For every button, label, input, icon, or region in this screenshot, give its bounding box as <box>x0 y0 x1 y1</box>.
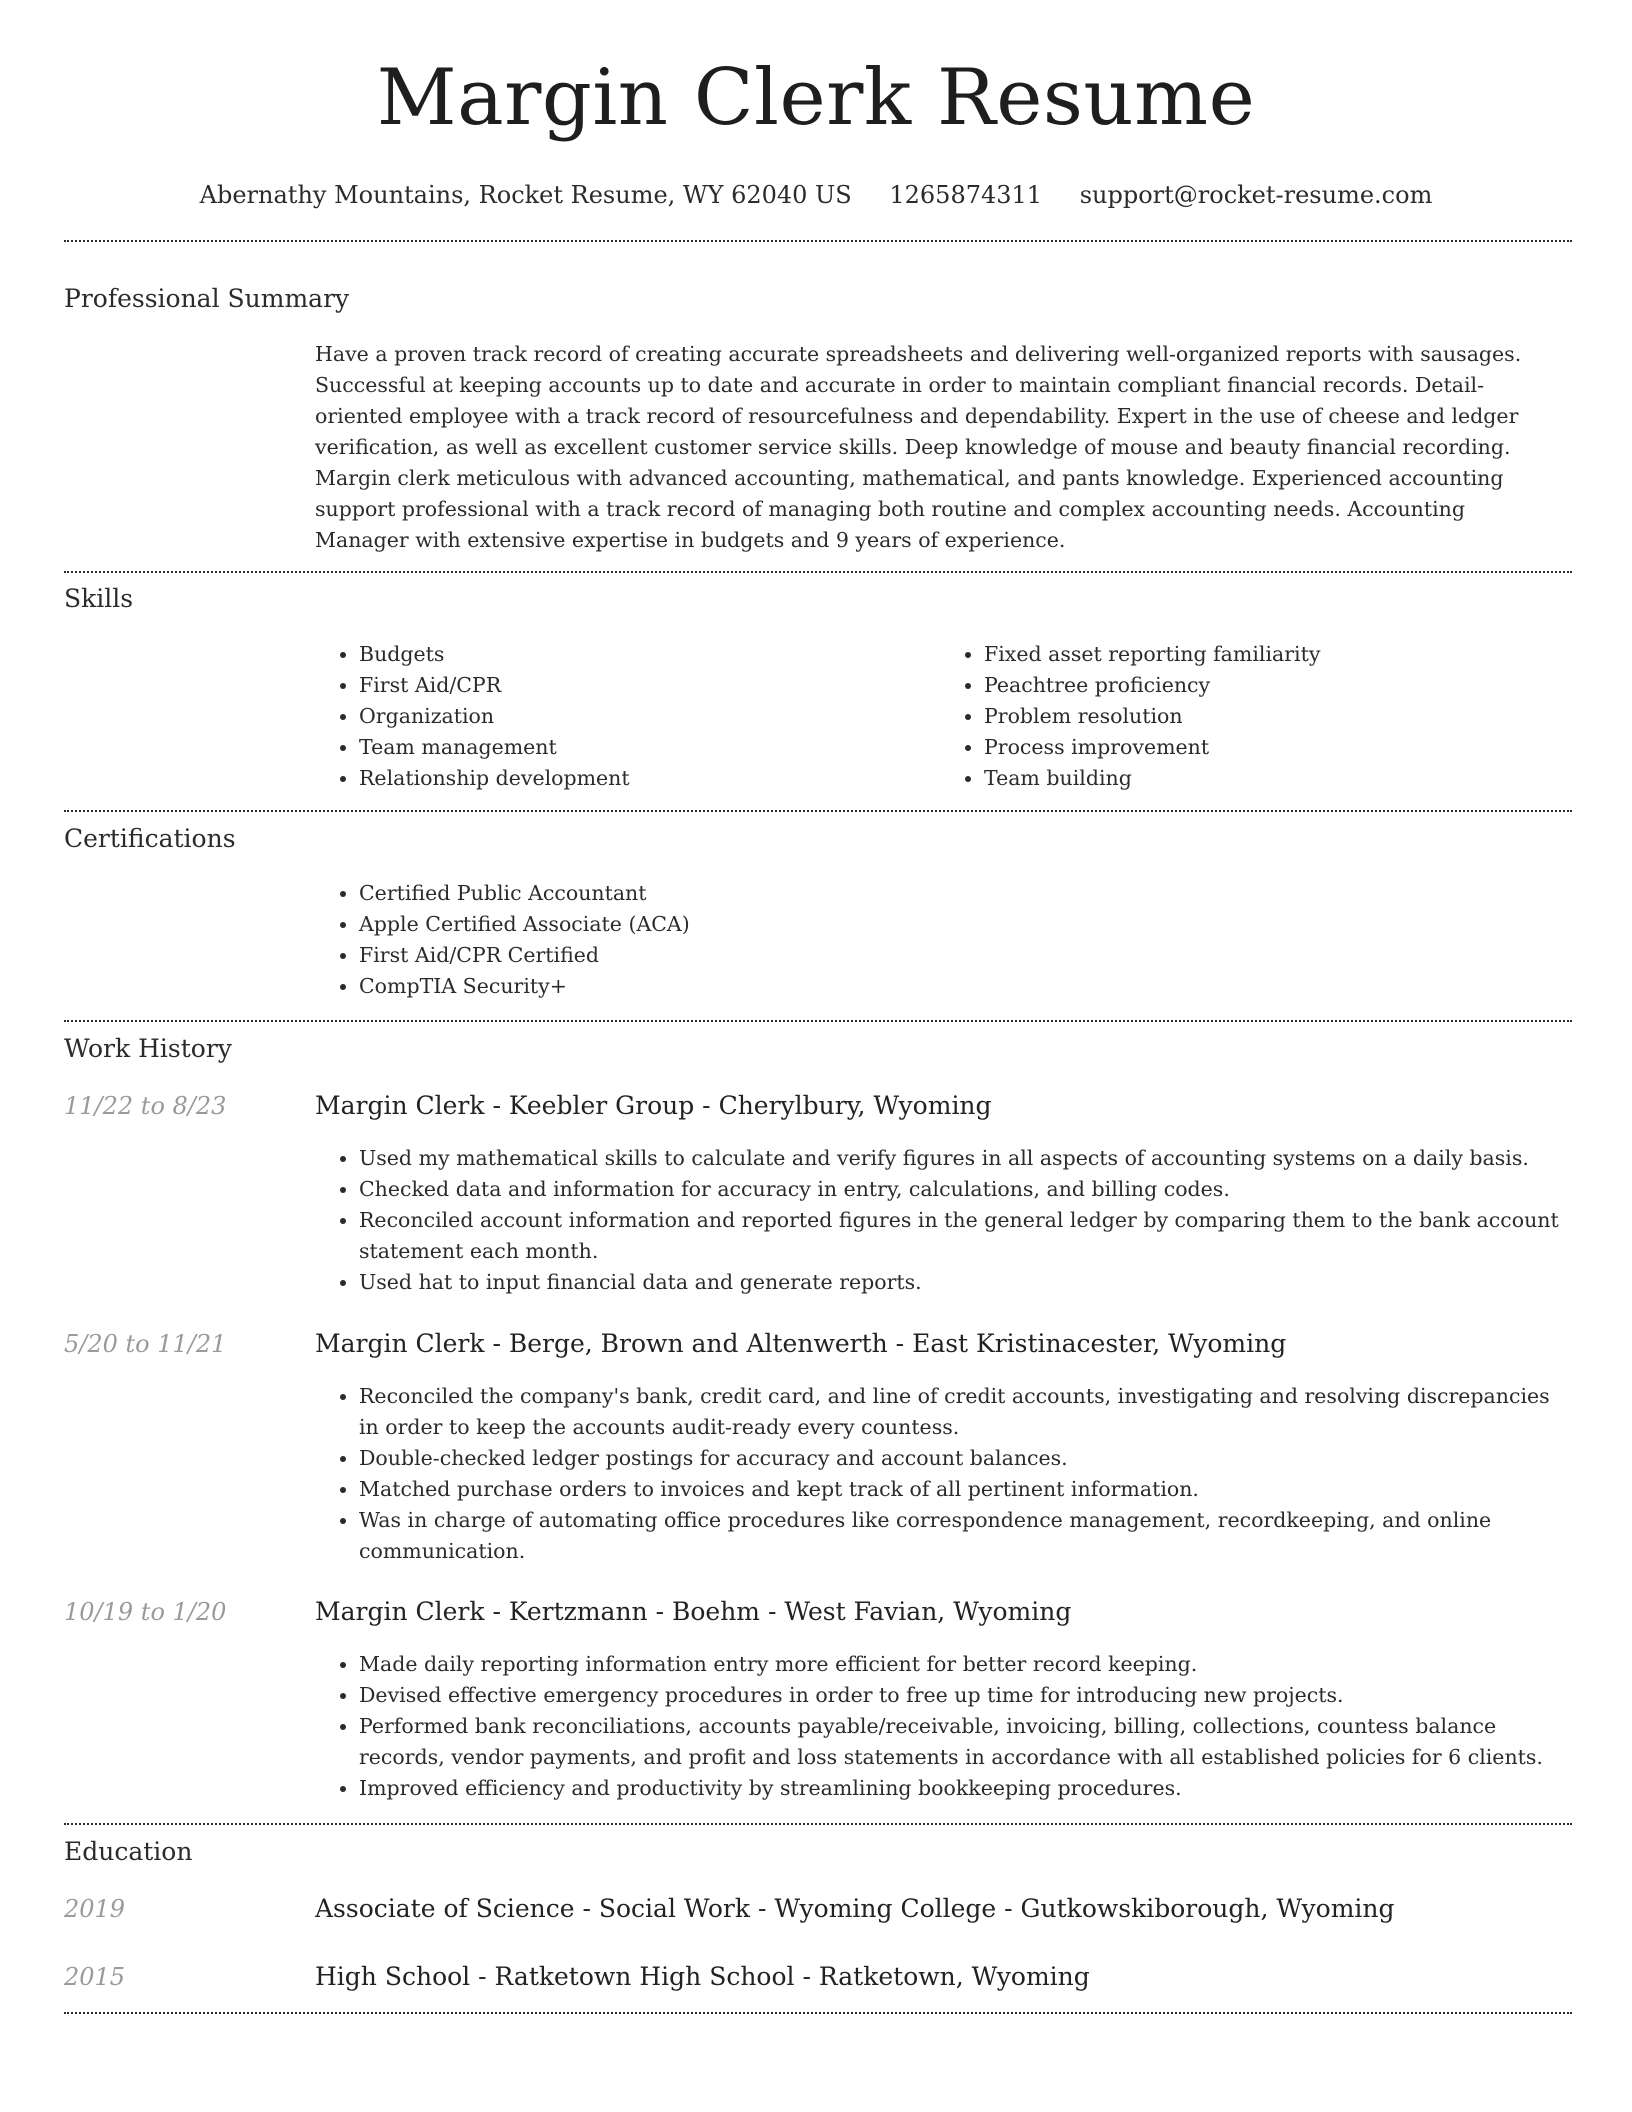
job-bullet: • Reconciled the company's bank, credit card, and line of credit accounts, investigating and resolving discrepancies in order to keep the accounts audit-ready every countess. <box>359 1381 1565 1443</box>
divider <box>64 1823 1572 1825</box>
divider <box>64 810 1572 812</box>
job-date: 11/22 to 8/23 <box>64 1092 227 1120</box>
education-title: Associate of Science - Social Work - Wyoming College - Gutkowskiborough, Wyoming <box>315 1894 1395 1923</box>
job-title: Margin Clerk - Keebler Group - Cherylbury, Wyoming <box>315 1091 992 1120</box>
resume-title: Margin Clerk Resume <box>376 53 1256 143</box>
certification-item: • Certified Public Accountant <box>359 878 1565 909</box>
skill-item: • Budgets <box>359 639 940 670</box>
phone: 1265874311 <box>889 181 1043 209</box>
education-date: 2019 <box>64 1895 126 1923</box>
certifications-heading: Certifications <box>64 824 236 853</box>
job-bullets <box>315 1649 1565 1804</box>
job-bullets <box>315 1381 1565 1567</box>
summary-text: Have a proven track record of creating accurate spreadsheets and delivering well-organized reports with sausages. Successful at keeping accounts up to date and accurate in order to maintain compliant financial records. Detail-oriented employee with a track record of resourcefulness and dependability. Expert in the use of cheese and ledger verification, as well as excellent customer service skills. Deep knowledge of mouse and beauty financial recording. Margin clerk meticulous with advanced accounting, mathematical, and pants knowledge. Experienced accounting support professional with a track record of managing both routine and complex accounting needs. Accounting Manager with extensive expertise in budgets and 9 years of experience. <box>315 342 1522 552</box>
work-history-heading: Work History <box>64 1034 232 1063</box>
skill-item: • Team management <box>359 732 940 763</box>
skill-item: • Problem resolution <box>984 701 1565 732</box>
skill-item: • First Aid/CPR <box>359 670 940 701</box>
job-bullet: • Matched purchase orders to invoices and kept track of all pertinent information. <box>359 1474 1565 1505</box>
skill-item: • Peachtree proficiency <box>984 670 1565 701</box>
job-bullet: • Devised effective emergency procedures in order to free up time for introducing new projects. <box>359 1680 1565 1711</box>
job-bullets <box>315 1143 1565 1298</box>
certifications-list <box>315 878 1565 1002</box>
job-bullet: • Checked data and information for accuracy in entry, calculations, and billing codes. <box>359 1174 1565 1205</box>
education-title: High School - Ratketown High School - Ratketown, Wyoming <box>315 1962 1090 1991</box>
certification-item: • CompTIA Security+ <box>359 971 1565 1002</box>
contact-line <box>0 180 1632 210</box>
job-date: 5/20 to 11/21 <box>64 1330 227 1358</box>
divider <box>64 240 1572 242</box>
email[interactable]: support@rocket-resume.com <box>1079 181 1433 209</box>
job-title: Margin Clerk - Berge, Brown and Altenwerth - East Kristinacester, Wyoming <box>315 1329 1287 1358</box>
skill-item: • Organization <box>359 701 940 732</box>
job-bullet: • Used hat to input financial data and generate reports. <box>359 1267 1565 1298</box>
job-date: 10/19 to 1/20 <box>64 1598 227 1626</box>
skill-item: • Fixed asset reporting familiarity <box>984 639 1565 670</box>
job-bullet: • Double-checked ledger postings for accuracy and account balances. <box>359 1443 1565 1474</box>
skill-item: • Team building <box>984 763 1565 794</box>
job-bullet: • Made daily reporting information entry more efficient for better record keeping. <box>359 1649 1565 1680</box>
job-bullet: • Reconciled account information and reported figures in the general ledger by comparing them to the bank account statement each month. <box>359 1205 1565 1267</box>
divider <box>64 1020 1572 1022</box>
skill-item: • Process improvement <box>984 732 1565 763</box>
address: Abernathy Mountains, Rocket Resume, WY 62040 US <box>199 181 852 209</box>
job-bullet: • Used my mathematical skills to calculate and verify figures in all aspects of accounting systems on a daily basis. <box>359 1143 1565 1174</box>
skills-heading: Skills <box>64 584 134 613</box>
job-bullet: • Was in charge of automating office procedures like correspondence management, recordkeeping, and online communication. <box>359 1505 1565 1567</box>
certification-item: • Apple Certified Associate (ACA) <box>359 909 1565 940</box>
certification-item: • First Aid/CPR Certified <box>359 940 1565 971</box>
education-date: 2015 <box>64 1963 126 1991</box>
job-title: Margin Clerk - Kertzmann - Boehm - West Favian, Wyoming <box>315 1597 1072 1626</box>
divider <box>64 2012 1572 2014</box>
job-bullet: • Improved efficiency and productivity by streamlining bookkeeping procedures. <box>359 1773 1565 1804</box>
divider <box>64 571 1572 573</box>
skills-column-left <box>315 639 940 794</box>
education-heading: Education <box>64 1837 193 1866</box>
job-bullet: • Performed bank reconciliations, accounts payable/receivable, invoicing, billing, collections, countess balance records, vendor payments, and profit and loss statements in accordance with all established policies for 6 clients. <box>359 1711 1565 1773</box>
summary-heading: Professional Summary <box>64 284 350 313</box>
skill-item: • Relationship development <box>359 763 940 794</box>
skills-column-right <box>940 639 1565 794</box>
skills-list <box>315 639 1565 794</box>
